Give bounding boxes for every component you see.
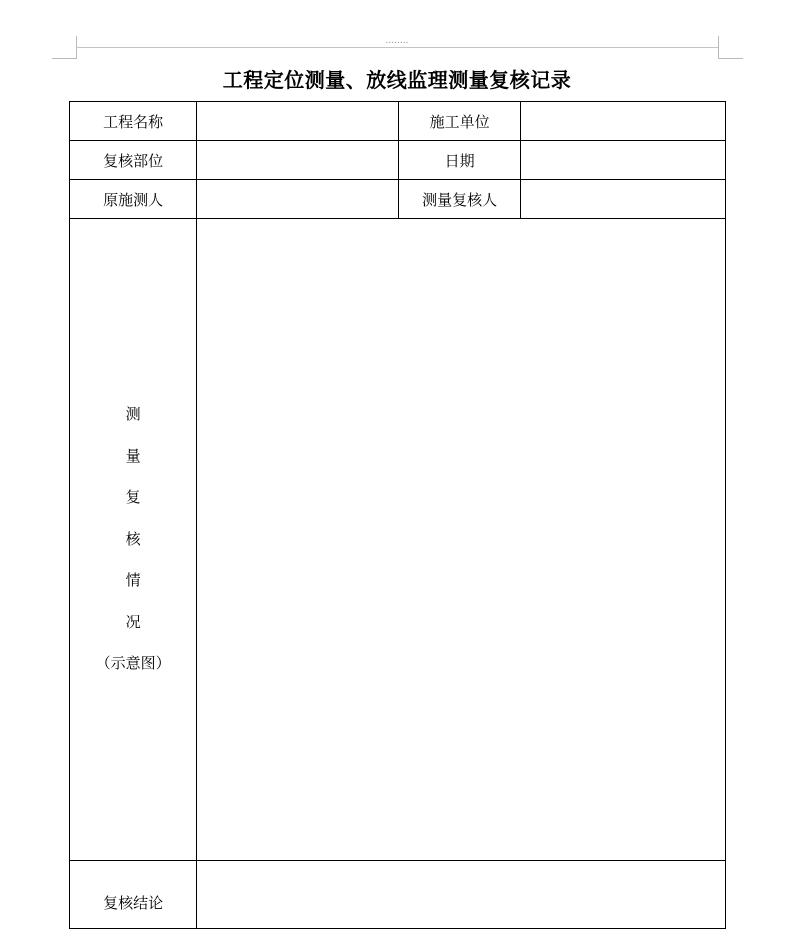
header-marker: ........ xyxy=(385,36,409,46)
review-section-field[interactable] xyxy=(197,141,399,180)
review-section-label: 复核部位 xyxy=(70,141,197,180)
form-row-conclusion xyxy=(70,861,726,929)
project-name-field[interactable] xyxy=(197,102,399,141)
form-row-project xyxy=(70,102,726,141)
construction-unit-field[interactable] xyxy=(521,102,726,141)
label-char: 复 xyxy=(125,488,141,507)
label-char: 量 xyxy=(125,446,141,465)
label-char: （示意图） xyxy=(95,654,171,673)
survey-reviewer-label: 测量复核人 xyxy=(398,180,520,219)
construction-unit-label: 施工单位 xyxy=(398,102,520,141)
survey-reviewer-field[interactable] xyxy=(521,180,726,219)
label-char: 情 xyxy=(125,571,141,590)
original-surveyor-label: 原施测人 xyxy=(70,180,197,219)
review-conclusion-field[interactable] xyxy=(197,861,726,929)
label-char: 核 xyxy=(125,529,141,548)
form-row-survey-details xyxy=(70,219,726,861)
survey-details-label-cell xyxy=(70,219,197,861)
header-guide-line xyxy=(76,47,718,48)
project-name-label: 工程名称 xyxy=(70,102,197,141)
form-row-section xyxy=(70,141,726,180)
date-label: 日期 xyxy=(398,141,520,180)
date-field[interactable] xyxy=(521,141,726,180)
original-surveyor-field[interactable] xyxy=(197,180,399,219)
document-title: 工程定位测量、放线监理测量复核记录 xyxy=(222,68,572,92)
survey-details-label xyxy=(70,219,196,860)
label-char: 测 xyxy=(125,404,141,423)
survey-record-form xyxy=(69,101,726,929)
review-conclusion-label: 复核结论 xyxy=(70,861,197,929)
label-char: 况 xyxy=(125,612,141,631)
survey-details-field[interactable] xyxy=(197,219,726,861)
form-row-surveyor xyxy=(70,180,726,219)
